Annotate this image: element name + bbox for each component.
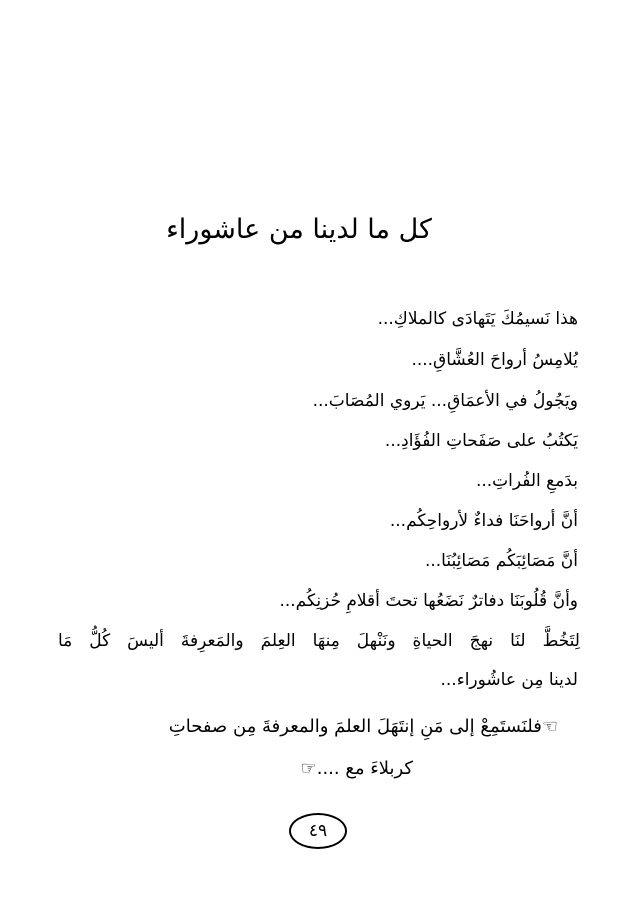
poem-line-6: أنَّ أرواحَنَا فداءٌ لأرواحِكُم...: [389, 511, 578, 531]
poem-line-9: لِتَخُطَّ لنَا نهجَ الحياةِ ونَنْهلَ مِنهَا العِلمَ والمَعرِفةَ أليسَ كُلُّ مَا: [58, 631, 580, 651]
pointing-hand-icon: ☞: [300, 758, 317, 779]
quote-line-2: [301, 758, 413, 779]
poem-line-1: هذا نَسيمُكَ يَتَهادَى كالملاكِ...: [377, 309, 578, 329]
page-title: [0, 214, 638, 245]
page-title-text: كل ما لدينا من عاشوراء: [166, 214, 432, 245]
poem-line-7: أنَّ مَصَائِبَكُم مَصَائِبُنَا...: [424, 551, 578, 571]
pointing-hand-icon: ☜: [541, 716, 558, 737]
poem-line-5: بدَمعِ الفُراتِ...: [475, 471, 578, 491]
quote-line-1: [169, 716, 558, 737]
poem-line-4: يَكتُبُ على صَفَحاتِ الفُؤَادِ...: [384, 431, 578, 451]
quote-line-2-text: كربلاءَ مع ....: [316, 758, 413, 779]
poem-line-2: يُلامِسُ أرواحَ العُشَّاقِ....: [411, 350, 578, 370]
poem-line-8: وأنَّ قُلُوبَنَا دفاترٌ نَضَعُها تحتَ أقلامِ حُزنِكُم...: [279, 591, 578, 611]
poem-line-3: ويَجُولُ في الأعمَاقِ... يَروي المُصَابَ...: [312, 391, 578, 411]
quote-line-1-text: فلنَستَمِعْ إلى مَنِ إنتَهَلَ العلمَ والمعرفةَ مِن صفحاتِ: [168, 716, 542, 737]
page-number: ٤٩: [289, 813, 347, 849]
poem-line-10: لدينا مِن عاشُوراء...: [440, 670, 578, 690]
